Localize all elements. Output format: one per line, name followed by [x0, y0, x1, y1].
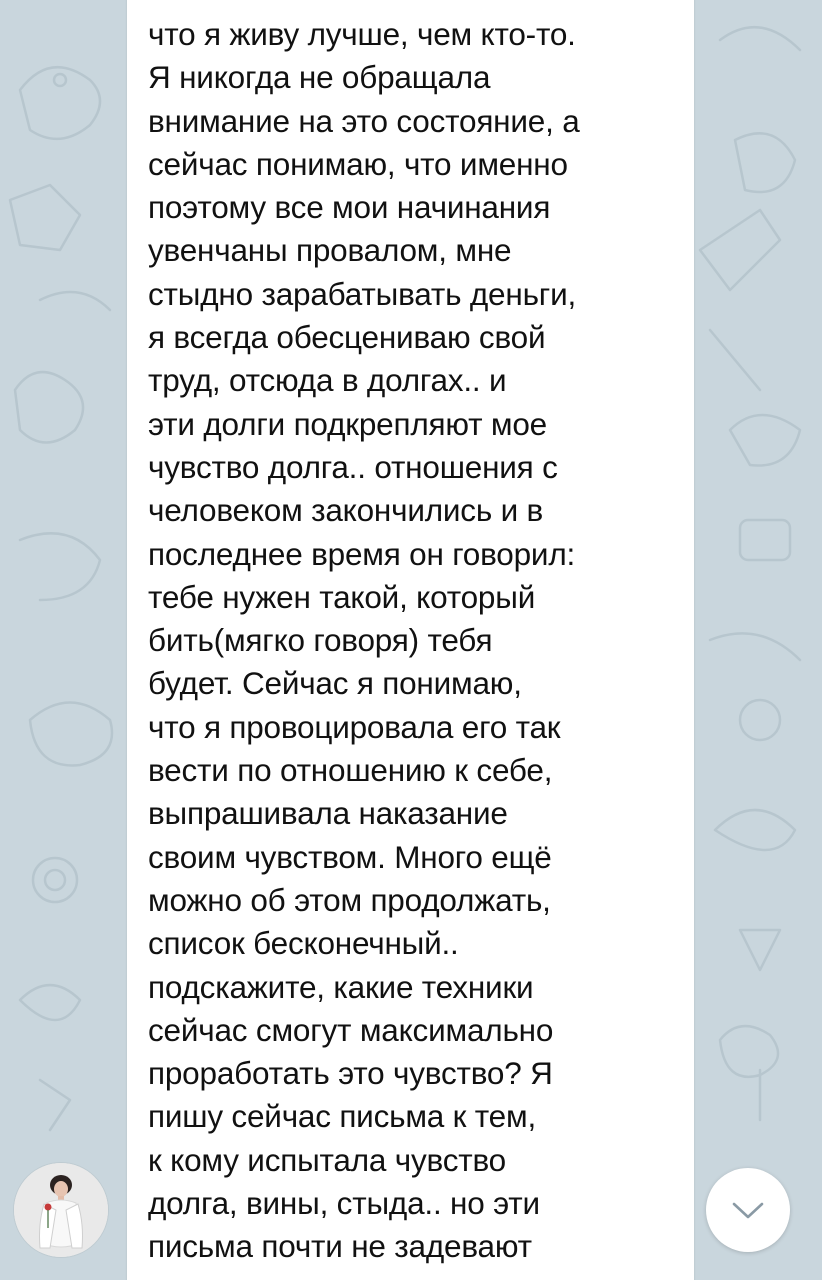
user-avatar [14, 1163, 108, 1257]
chevron-down-icon [728, 1198, 768, 1222]
sender-avatar[interactable] [14, 1163, 108, 1257]
message-text: что я живу лучше, чем кто-то. Я никогда не обращала внимание на это состояние, а сейчас понимаю, что именно поэтому все мои начинания увенчаны провалом, мне стыдно зарабатывать деньги, я всегда обесцениваю свой труд, отсюда в долгах.. и эти долги подкрепляют мое чувство долга.. отношения с человеком закончились и в последнее время он говорил: тебе нужен такой, который бить(мягко говоря) тебя будет. Сейчас я понимаю, что я провоцировала его так вести по отношению к себе, выпрашивала наказание своим чувством. Много ещё можно об этом продолжать, список бесконечный.. подскажите, какие техники сейчас смогут максимально проработать это чувство? Я пишу сейчас письма к тем, к кому испытала чувство долга, вины, стыда.. но эти письма почти не задевают [148, 16, 580, 1265]
scroll-down-button[interactable] [706, 1168, 790, 1252]
